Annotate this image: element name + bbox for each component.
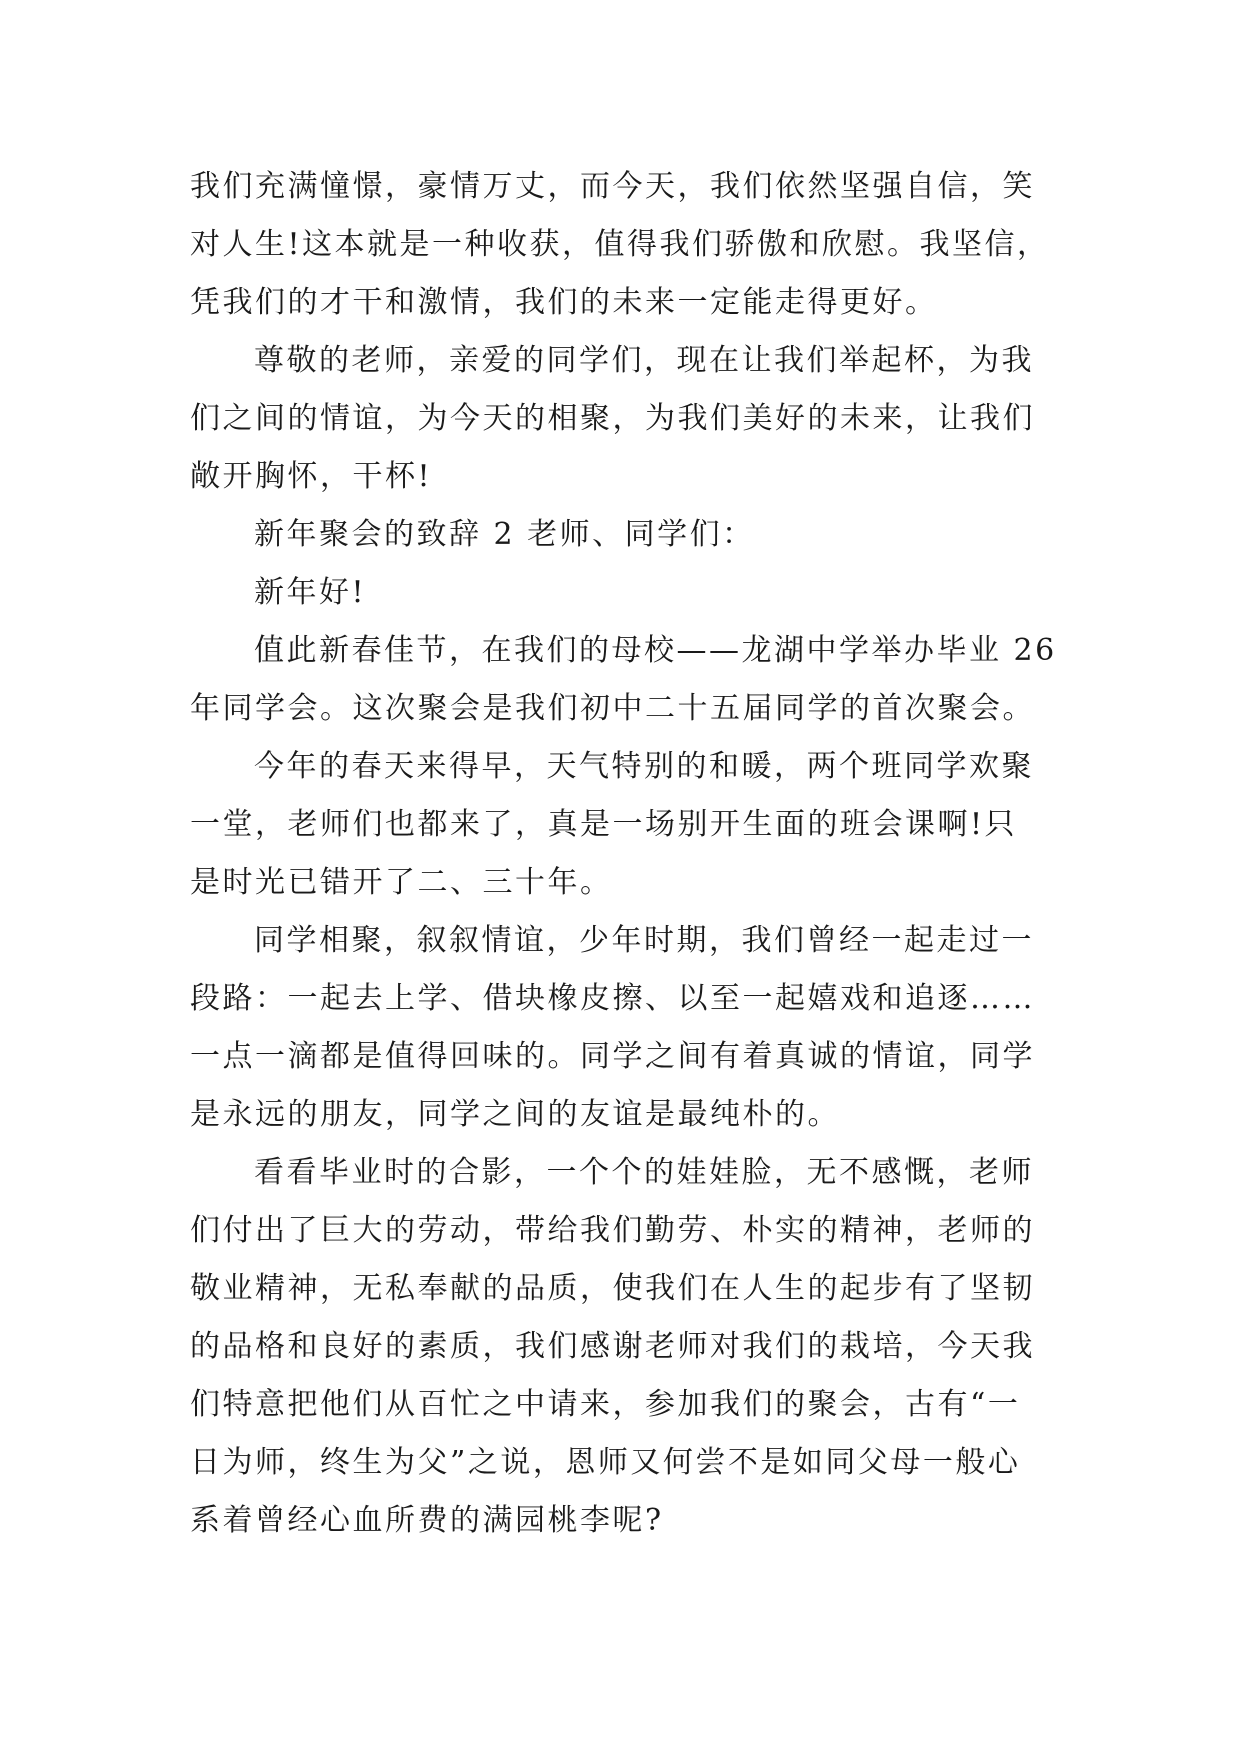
paragraph-first-line: 值此新春佳节，在我们的母校——龙湖中学举办毕业 26 — [254, 633, 1057, 668]
paragraph-line: 年同学会。这次聚会是我们初中二十五届同学的首次聚会。 — [190, 691, 1035, 726]
paragraph-line: 系着曾经心血所费的满园桃李呢? — [190, 1503, 664, 1538]
paragraph-line: 的品格和良好的素质，我们感谢老师对我们的栽培，今天我 — [190, 1329, 1035, 1364]
paragraph-line: 是时光已错开了二、三十年。 — [190, 865, 613, 900]
paragraph-line: 一堂，老师们也都来了，真是一场别开生面的班会课啊!只 — [190, 807, 1018, 842]
paragraph-line: 们特意把他们从百忙之中请来，参加我们的聚会，古有“一 — [190, 1387, 1021, 1422]
paragraph-line: 一点一滴都是值得回味的。同学之间有着真诚的情谊，同学 — [190, 1039, 1035, 1074]
paragraph-first-line: 新年聚会的致辞 2 老师、同学们： — [254, 517, 755, 552]
paragraph-first-line: 今年的春天来得早，天气特别的和暖，两个班同学欢聚 — [254, 749, 1034, 784]
paragraph-first-line: 看看毕业时的合影，一个个的娃娃脸，无不感慨，老师 — [254, 1155, 1034, 1190]
paragraph-line: 日为师，终生为父”之说，恩师又何尝不是如同父母一般心 — [190, 1445, 1021, 1480]
paragraph-line: 是永远的朋友，同学之间的友谊是最纯朴的。 — [190, 1097, 840, 1132]
paragraph-line: 敞开胸怀，干杯! — [190, 459, 433, 494]
paragraph-line: 凭我们的才干和激情，我们的未来一定能走得更好。 — [190, 285, 938, 320]
paragraph-line: 我们充满憧憬，豪情万丈，而今天，我们依然坚强自信，笑 — [190, 169, 1035, 204]
paragraph-line: 们之间的情谊，为今天的相聚，为我们美好的未来，让我们 — [190, 401, 1035, 436]
paragraph-line: 们付出了巨大的劳动，带给我们勤劳、朴实的精神，老师的 — [190, 1213, 1035, 1248]
paragraph-line: 敬业精神，无私奉献的品质，使我们在人生的起步有了坚韧 — [190, 1271, 1035, 1306]
paragraph-line: 对人生!这本就是一种收获，值得我们骄傲和欣慰。我坚信， — [190, 227, 1050, 262]
paragraph-first-line: 新年好! — [254, 575, 367, 610]
paragraph-first-line: 尊敬的老师，亲爱的同学们，现在让我们举起杯，为我 — [254, 343, 1034, 378]
document-body — [190, 158, 1070, 1550]
paragraph-line: 段路：一起去上学、借块橡皮擦、以至一起嬉戏和追逐…… — [190, 981, 1035, 1016]
paragraph-first-line: 同学相聚，叙叙情谊，少年时期，我们曾经一起走过一 — [254, 923, 1034, 958]
